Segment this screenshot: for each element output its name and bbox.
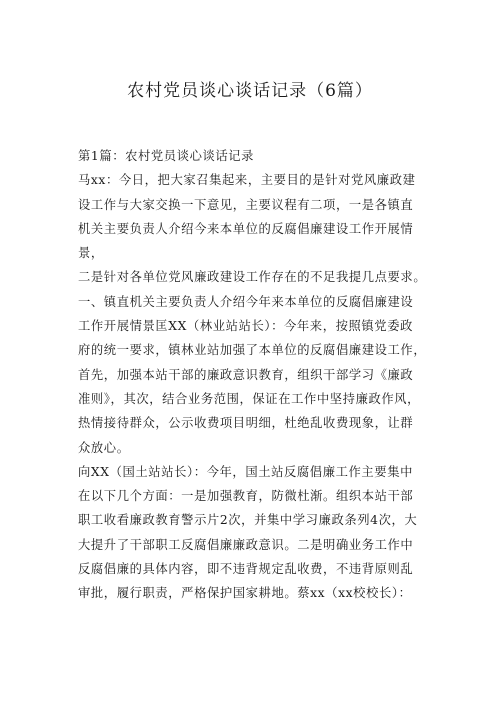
text-line: 二是针对各单位党风廉政建设工作存在的不足我提几点要求。 xyxy=(78,270,427,285)
text-line: 众放心。 xyxy=(78,440,130,455)
document-body xyxy=(78,144,436,606)
text-line: 设工作与大家交换一下意见，主要议程有二项，一是各镇直 xyxy=(78,197,414,212)
text-line: 机关主要负责人介绍今来本单位的反腐倡廉建设工作开展情 xyxy=(78,221,414,236)
text-line: 首先，加强本站干部的廉政意识教育，组织干部学习《廉政 xyxy=(78,367,414,382)
text-line: 准则》，其次，结合业务范围，保证在工作中坚持廉政作风， xyxy=(78,391,421,406)
text-line: 一、镇直机关主要负责人介绍今年来本单位的反腐倡廉建设 xyxy=(78,294,414,309)
text-line: 向XX（国土站站长）：今年，国土站反腐倡廉工作主要集中 xyxy=(78,464,413,479)
text-line: 马xx：今日，把大家召集起来，主要目的是针对党风廉政建 xyxy=(78,173,416,188)
document-title: 农村党员谈心谈话记录（6篇） xyxy=(127,81,373,101)
text-line: 大提升了干部职工反腐倡廉廉政意识。二是明确业务工作中 xyxy=(78,537,414,552)
text-line: 反腐倡廉的具体内容，即不违背规定乱收费，不违背原则乱 xyxy=(78,562,414,577)
text-line: 热情接待群众，公示收费项目明细，杜绝乱收费现象，让群 xyxy=(78,416,414,431)
text-line: 工作开展情景匡XX（林业站站长）：今年来，按照镇党委政 xyxy=(78,319,413,334)
text-line: 景， xyxy=(78,246,104,261)
text-line: 在以下几个方面：一是加强教育，防微杜渐。组织本站干部 xyxy=(78,489,414,504)
text-line: 职工收看廉政教育警示片2次，并集中学习廉政条列4次，大 xyxy=(78,513,418,528)
text-line: 府的统一要求，镇林业站加强了本单位的反腐倡廉建设工作， xyxy=(78,343,427,358)
text-line: 第1篇：农村党员谈心谈话记录 xyxy=(78,149,255,163)
text-line: 审批，履行职责，严格保护国家耕地。蔡xx（xx校校长）： xyxy=(78,586,412,601)
